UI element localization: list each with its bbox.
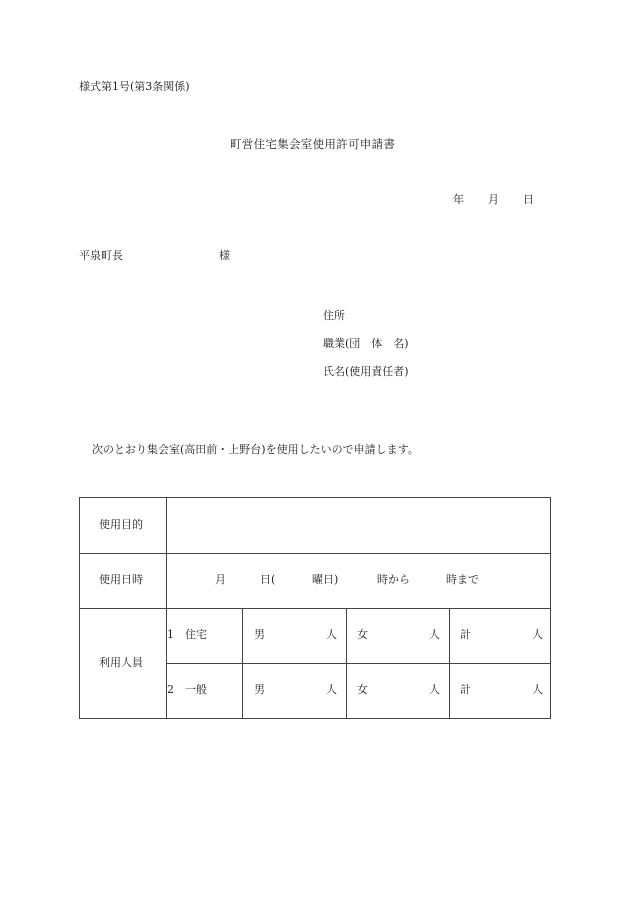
users-male-unit: 人 — [326, 628, 337, 641]
datetime-weekday-label: 曜日) — [312, 573, 339, 586]
purpose-label: 使用目的 — [99, 518, 143, 531]
purpose-value[interactable] — [176, 518, 540, 532]
application-statement: 次のとおり集会室(高田前・上野台)を使用したいので申請します。 — [92, 443, 419, 456]
applicant-address-label: 住所 — [323, 309, 345, 322]
datetime-label: 使用日時 — [99, 573, 143, 586]
datetime-day-label: 日( — [260, 573, 276, 586]
users-female-label: 女 — [357, 683, 368, 696]
table-divider — [449, 608, 450, 718]
document-title: 町営住宅集会室使用許可申請書 — [230, 137, 396, 151]
users-label: 利用人員 — [99, 656, 143, 669]
applicant-occupation-label: 職業(団 体 名) — [323, 337, 409, 350]
table-divider — [242, 608, 243, 718]
applicant-name-label: 氏名(使用責任者) — [323, 365, 409, 378]
users-male-unit: 人 — [326, 683, 337, 696]
users-total-label: 計 — [460, 683, 471, 696]
table-divider — [346, 608, 347, 718]
date-day-label: 日 — [523, 193, 534, 206]
datetime-month-label: 月 — [215, 573, 226, 586]
date-year-label: 年 — [453, 193, 464, 206]
users-female-unit: 人 — [429, 683, 440, 696]
table-divider — [80, 553, 550, 554]
users-category-general: 2 一般 — [167, 683, 207, 696]
users-total-label: 計 — [460, 628, 471, 641]
users-female-unit: 人 — [429, 628, 440, 641]
users-category-resident: 1 住宅 — [167, 628, 207, 641]
users-total-unit: 人 — [532, 683, 543, 696]
addressee-name: 平泉町長 — [79, 249, 123, 262]
application-table — [79, 497, 551, 719]
form-number: 様式第1号(第3条関係) — [79, 80, 190, 93]
datetime-from-label: 時から — [377, 573, 410, 586]
date-month-label: 月 — [488, 193, 499, 206]
table-divider — [80, 608, 550, 609]
users-male-label: 男 — [254, 628, 265, 641]
table-divider — [166, 663, 550, 664]
users-total-unit: 人 — [532, 628, 543, 641]
users-female-label: 女 — [357, 628, 368, 641]
users-male-label: 男 — [254, 683, 265, 696]
datetime-to-label: 時まで — [446, 573, 479, 586]
addressee-honorific: 様 — [219, 249, 230, 262]
